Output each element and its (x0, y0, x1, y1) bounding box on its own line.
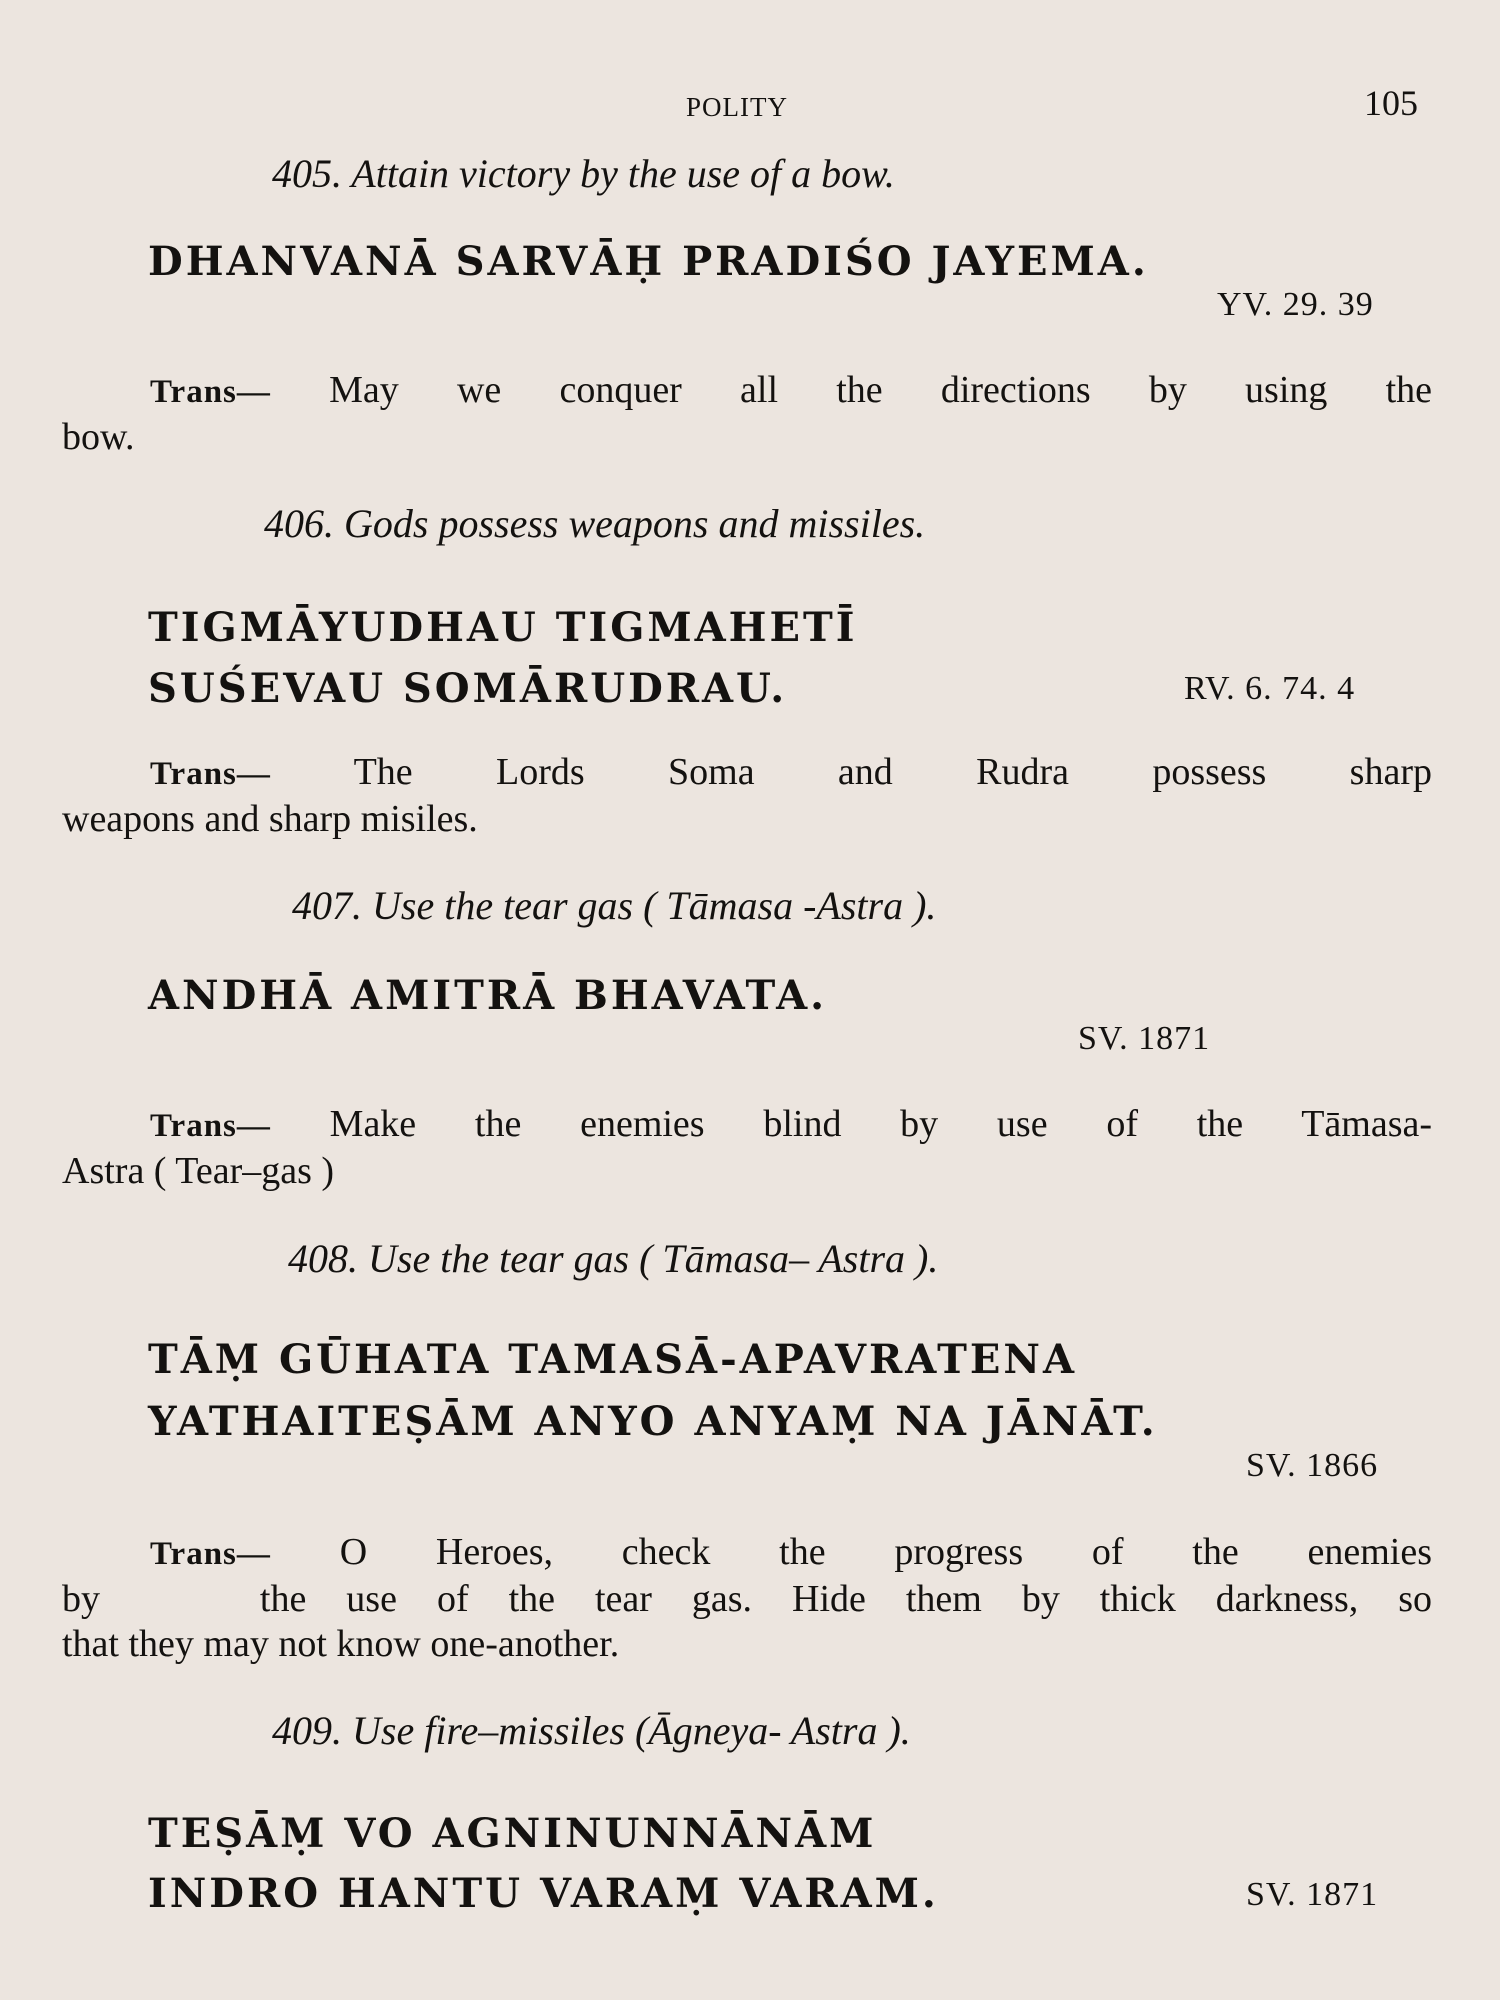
translation-line-1: Trans— May we conquer all the directions by using the (150, 369, 1433, 411)
translation (62, 1102, 1432, 1194)
entry-heading: 408. Use the tear gas ( Tāmasa– Astra ). (288, 1236, 939, 1281)
mantra-line: INDRO HANTU VARAṂ VARAM. (148, 1870, 939, 1917)
entry-heading: 409. Use fire–missiles (Āgneya- Astra ). (272, 1708, 911, 1753)
running-head: POLITY (686, 92, 788, 122)
verse-reference: YV. 29. 39 (1217, 286, 1374, 323)
verse-reference: RV. 6. 74. 4 (1184, 670, 1356, 707)
verse-reference: SV. 1866 (1246, 1447, 1379, 1484)
verse-reference: SV. 1871 (1246, 1876, 1379, 1913)
translation (62, 368, 1432, 460)
translation-line-2: by the use of the tear gas. Hide them by thick darkness, so (62, 1578, 1432, 1620)
trans-label: Trans— (150, 1108, 271, 1144)
entry-heading: 406. Gods possess weapons and missiles. (264, 501, 926, 546)
trans-label: Trans— (150, 1536, 271, 1572)
translation-line-2: weapons and sharp misiles. (62, 798, 478, 840)
translation (62, 1530, 1432, 1667)
mantra-line: SUŚEVAU SOMĀRUDRAU. (148, 665, 788, 712)
translation-line-2: bow. (62, 416, 135, 458)
page-number: 105 (1364, 83, 1418, 123)
mantra-line: YATHAITEṢĀM ANYO ANYAṂ NA JĀNĀT. (148, 1398, 1158, 1445)
trans-label: Trans— (150, 374, 271, 410)
translation-line-1: Trans— O Heroes, check the progress of the enemies (150, 1531, 1433, 1573)
translation-line-1: Trans— Make the enemies blind by use of the Tāmasa- (150, 1103, 1433, 1145)
mantra-line: TIGMĀYUDHAU TIGMAHETĪ (148, 604, 858, 651)
entry-heading: 405. Attain victory by the use of a bow. (272, 151, 895, 196)
translation-line-1: Trans— The Lords Soma and Rudra possess sharp (150, 751, 1432, 793)
trans-label: Trans— (150, 756, 271, 792)
translation-line-3: that they may not know one-another. (62, 1623, 620, 1665)
entry-heading: 407. Use the tear gas ( Tāmasa -Astra ). (292, 883, 937, 928)
translation-line-2: Astra ( Tear–gas ) (62, 1150, 335, 1192)
translation (62, 750, 1432, 842)
mantra-line: DHANVANĀ SARVĀḤ PRADIŚO JAYEMA. (148, 238, 1149, 285)
mantra-line: TEṢĀṂ VO AGNINUNNĀNĀM (148, 1810, 877, 1857)
verse-reference: SV. 1871 (1078, 1020, 1211, 1057)
mantra-line: TĀṂ GŪHATA TAMASĀ-APAVRATENA (148, 1336, 1077, 1383)
mantra-line: ANDHĀ AMITRĀ BHAVATA. (148, 972, 828, 1019)
